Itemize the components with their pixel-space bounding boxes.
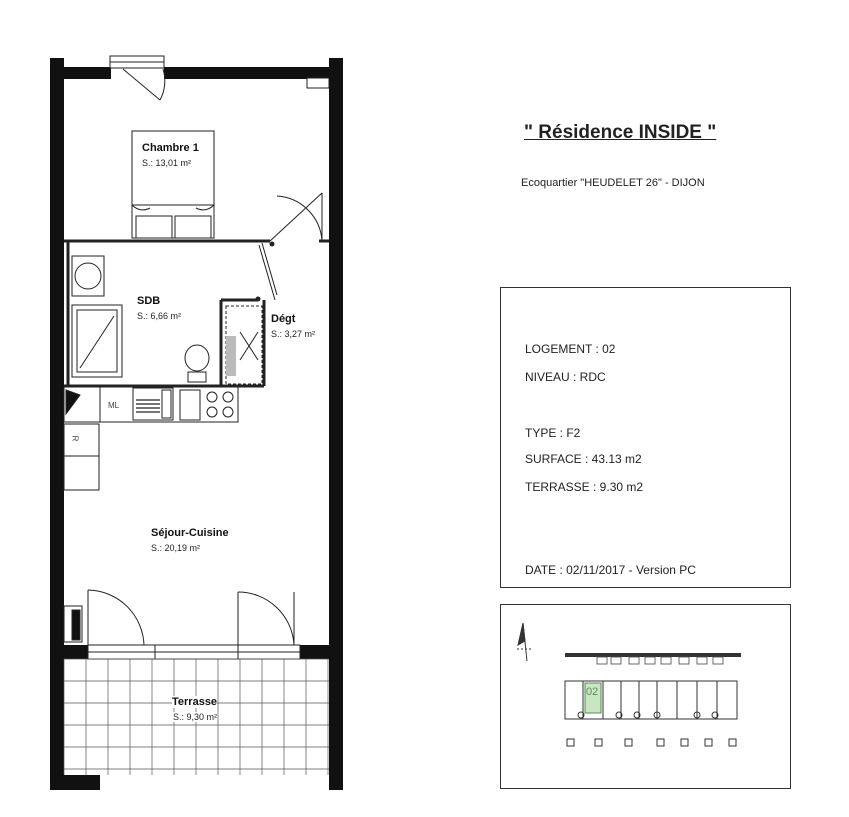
room-name-chambre: Chambre 1 <box>142 142 199 154</box>
info-date: DATE : 02/11/2017 - Version PC <box>525 563 696 577</box>
room-area-sdb: S.: 6,66 m² <box>137 311 182 321</box>
info-box <box>500 287 791 588</box>
washing-machine-label: ML <box>108 401 120 410</box>
room-area-degt: S.: 3,27 m² <box>271 329 316 339</box>
top-right-vent <box>307 78 329 88</box>
room-area-chambre: S.: 13,01 m² <box>142 158 192 168</box>
info-type: TYPE : F2 <box>525 426 581 440</box>
fridge-label: R <box>70 435 80 442</box>
parking-markers <box>567 739 736 746</box>
kitchen-counter <box>64 386 238 422</box>
residence-title: " Résidence INSIDE " <box>524 122 717 143</box>
bathroom-door <box>256 242 277 301</box>
room-name-sejour: Séjour-Cuisine <box>151 527 229 539</box>
key-plan-unit-label: 02 <box>586 686 599 698</box>
room-name-sdb: SDB <box>137 295 161 307</box>
terrace-doors <box>88 590 300 659</box>
upper-units <box>597 657 723 664</box>
residence-subtitle: Ecoquartier "HEUDELET 26" - DIJON <box>521 177 705 189</box>
hall-closet <box>226 306 262 384</box>
bedroom-door <box>270 193 322 241</box>
left-post <box>64 606 82 642</box>
fridge <box>64 424 99 490</box>
info-surface: SURFACE : 43.13 m2 <box>525 452 642 466</box>
room-area-sejour: S.: 20,19 m² <box>151 543 201 553</box>
north-arrow-icon <box>517 623 533 661</box>
top-window <box>110 56 165 100</box>
key-plan-drawing <box>501 605 792 790</box>
key-plan <box>500 604 791 789</box>
info-niveau: NIVEAU : RDC <box>525 370 606 384</box>
street-line <box>565 653 741 657</box>
room-name-terrasse: Terrasse <box>172 696 218 708</box>
room-name-degt: Dégt <box>271 313 296 325</box>
info-terrasse: TERRASSE : 9.30 m2 <box>525 480 644 494</box>
info-logement: LOGEMENT : 02 <box>525 342 616 356</box>
room-area-terrasse: S.: 9,30 m² <box>173 712 218 722</box>
